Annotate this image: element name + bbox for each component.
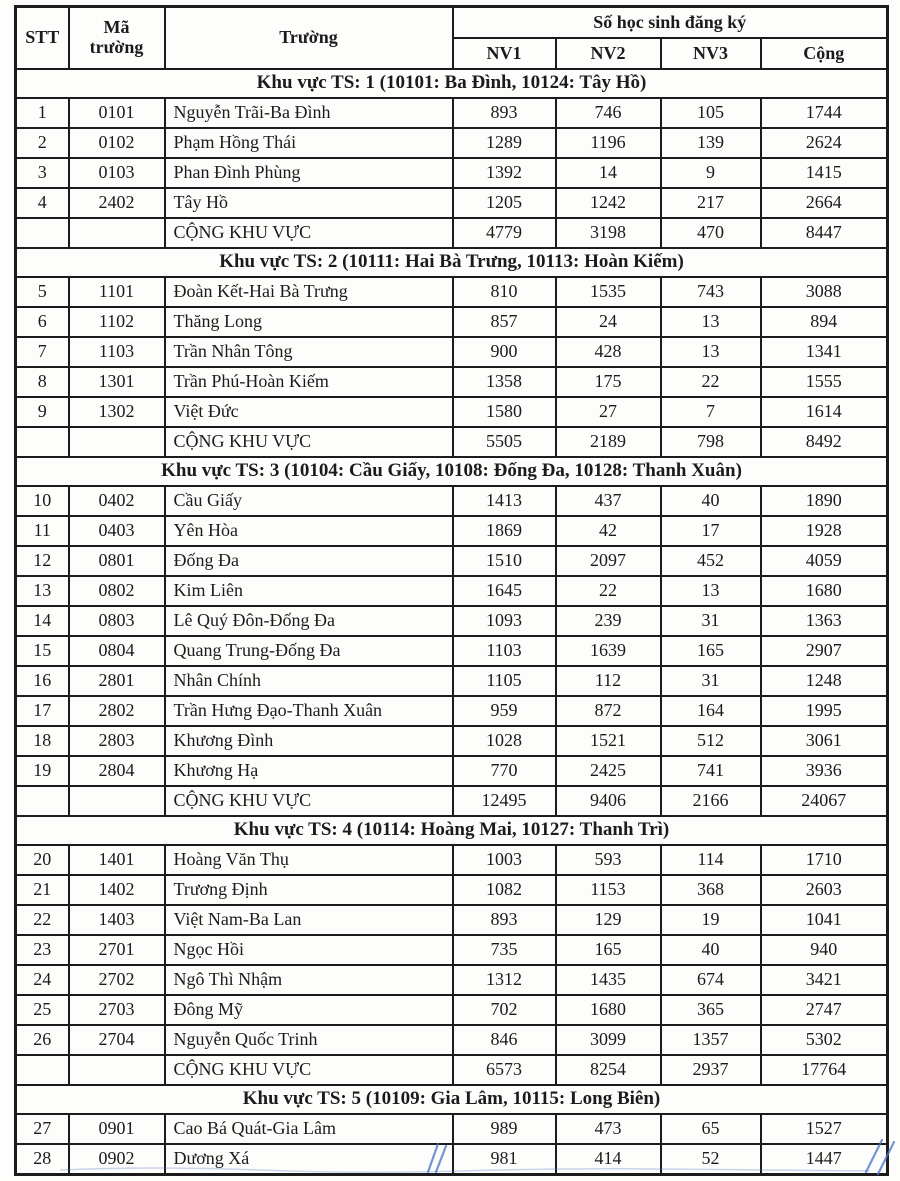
cell-stt: 5 bbox=[16, 277, 69, 307]
cell-school-code: 0901 bbox=[69, 1114, 165, 1144]
cell-nv3: 9 bbox=[661, 158, 761, 188]
cell-cong: 1928 bbox=[761, 516, 888, 546]
cell-school-name: Trần Hưng Đạo-Thanh Xuân bbox=[165, 696, 453, 726]
cell-nv1: 846 bbox=[453, 1025, 556, 1055]
cell-school-name: Dương Xá bbox=[165, 1144, 453, 1175]
cell-nv2: 1196 bbox=[556, 128, 661, 158]
cell-stt: 17 bbox=[16, 696, 69, 726]
cell-cong: 2747 bbox=[761, 995, 888, 1025]
cell-stt: 27 bbox=[16, 1114, 69, 1144]
cell-stt: 12 bbox=[16, 546, 69, 576]
cell-school-code: 1403 bbox=[69, 905, 165, 935]
section-header-row bbox=[16, 248, 888, 277]
cell-nv1: 1312 bbox=[453, 965, 556, 995]
cell-nv1: 1105 bbox=[453, 666, 556, 696]
cell-cong: 1527 bbox=[761, 1114, 888, 1144]
table-row bbox=[16, 1025, 888, 1055]
cell-nv2: 428 bbox=[556, 337, 661, 367]
header-row-top bbox=[16, 7, 888, 39]
cell-stt-empty bbox=[16, 786, 69, 816]
cell-school-code: 2703 bbox=[69, 995, 165, 1025]
col-header-stt: STT bbox=[16, 7, 69, 70]
cell-nv1: 1358 bbox=[453, 367, 556, 397]
cell-nv3: 114 bbox=[661, 845, 761, 875]
table-row bbox=[16, 128, 888, 158]
cell-nv3: 13 bbox=[661, 307, 761, 337]
cell-total-label: CỘNG KHU VỰC bbox=[165, 218, 453, 248]
cell-nv2: 3099 bbox=[556, 1025, 661, 1055]
cell-total-nv3: 798 bbox=[661, 427, 761, 457]
cell-nv2: 593 bbox=[556, 845, 661, 875]
cell-nv2: 129 bbox=[556, 905, 661, 935]
cell-stt: 14 bbox=[16, 606, 69, 636]
cell-stt: 26 bbox=[16, 1025, 69, 1055]
cell-nv2: 27 bbox=[556, 397, 661, 427]
cell-total-nv1: 5505 bbox=[453, 427, 556, 457]
cell-school-name: Đông Mỹ bbox=[165, 995, 453, 1025]
cell-school-code: 2704 bbox=[69, 1025, 165, 1055]
cell-code-empty bbox=[69, 786, 165, 816]
cell-cong: 1614 bbox=[761, 397, 888, 427]
cell-total-cong: 8492 bbox=[761, 427, 888, 457]
cell-nv1: 1869 bbox=[453, 516, 556, 546]
cell-nv2: 872 bbox=[556, 696, 661, 726]
region-total-row bbox=[16, 218, 888, 248]
cell-school-name: Nguyễn Trãi-Ba Đình bbox=[165, 98, 453, 128]
cell-nv3: 17 bbox=[661, 516, 761, 546]
cell-school-name: Trần Nhân Tông bbox=[165, 337, 453, 367]
cell-stt: 2 bbox=[16, 128, 69, 158]
cell-school-name: Đống Đa bbox=[165, 546, 453, 576]
cell-nv1: 1093 bbox=[453, 606, 556, 636]
cell-total-nv2: 9406 bbox=[556, 786, 661, 816]
table-row bbox=[16, 1144, 888, 1175]
table-body bbox=[16, 69, 888, 1175]
cell-nv1: 1205 bbox=[453, 188, 556, 218]
cell-school-code: 2803 bbox=[69, 726, 165, 756]
cell-total-nv3: 470 bbox=[661, 218, 761, 248]
registration-table bbox=[14, 5, 889, 1176]
section-title: Khu vực TS: 2 (10111: Hai Bà Trưng, 10113: Hoàn Kiếm) bbox=[16, 248, 888, 277]
cell-nv2: 1535 bbox=[556, 277, 661, 307]
table-header bbox=[16, 7, 888, 70]
cell-school-name: Cao Bá Quát-Gia Lâm bbox=[165, 1114, 453, 1144]
col-header-group: Số học sinh đăng ký bbox=[453, 7, 888, 39]
cell-stt: 22 bbox=[16, 905, 69, 935]
cell-school-name: Phạm Hồng Thái bbox=[165, 128, 453, 158]
col-header-ma-truong: Mã trường bbox=[69, 7, 165, 70]
table-row bbox=[16, 726, 888, 756]
table-row bbox=[16, 756, 888, 786]
cell-school-name: Yên Hòa bbox=[165, 516, 453, 546]
section-header-row bbox=[16, 1085, 888, 1114]
cell-nv2: 2425 bbox=[556, 756, 661, 786]
cell-cong: 1710 bbox=[761, 845, 888, 875]
cell-stt-empty bbox=[16, 1055, 69, 1085]
cell-cong: 1744 bbox=[761, 98, 888, 128]
cell-nv2: 1435 bbox=[556, 965, 661, 995]
cell-cong: 1555 bbox=[761, 367, 888, 397]
cell-total-label: CỘNG KHU VỰC bbox=[165, 1055, 453, 1085]
cell-nv2: 1242 bbox=[556, 188, 661, 218]
table-row bbox=[16, 666, 888, 696]
cell-nv3: 674 bbox=[661, 965, 761, 995]
cell-nv3: 19 bbox=[661, 905, 761, 935]
table-row bbox=[16, 516, 888, 546]
cell-total-nv3: 2937 bbox=[661, 1055, 761, 1085]
cell-nv3: 368 bbox=[661, 875, 761, 905]
cell-cong: 1447 bbox=[761, 1144, 888, 1175]
table-row bbox=[16, 995, 888, 1025]
cell-nv1: 1103 bbox=[453, 636, 556, 666]
cell-school-name: Nguyễn Quốc Trinh bbox=[165, 1025, 453, 1055]
cell-cong: 3061 bbox=[761, 726, 888, 756]
cell-school-code: 0801 bbox=[69, 546, 165, 576]
cell-cong: 2603 bbox=[761, 875, 888, 905]
cell-school-name: Thăng Long bbox=[165, 307, 453, 337]
cell-nv1: 1082 bbox=[453, 875, 556, 905]
cell-cong: 1415 bbox=[761, 158, 888, 188]
cell-nv3: 365 bbox=[661, 995, 761, 1025]
table-row bbox=[16, 576, 888, 606]
cell-school-code: 0804 bbox=[69, 636, 165, 666]
cell-school-code: 2801 bbox=[69, 666, 165, 696]
cell-cong: 3421 bbox=[761, 965, 888, 995]
cell-nv1: 900 bbox=[453, 337, 556, 367]
section-title: Khu vực TS: 4 (10114: Hoàng Mai, 10127: Thanh Trì) bbox=[16, 816, 888, 845]
cell-school-code: 1302 bbox=[69, 397, 165, 427]
cell-cong: 1363 bbox=[761, 606, 888, 636]
cell-stt: 3 bbox=[16, 158, 69, 188]
cell-cong: 4059 bbox=[761, 546, 888, 576]
cell-nv3: 31 bbox=[661, 606, 761, 636]
cell-stt: 9 bbox=[16, 397, 69, 427]
cell-nv3: 217 bbox=[661, 188, 761, 218]
cell-school-code: 1301 bbox=[69, 367, 165, 397]
cell-nv3: 512 bbox=[661, 726, 761, 756]
cell-stt: 4 bbox=[16, 188, 69, 218]
cell-nv3: 31 bbox=[661, 666, 761, 696]
cell-school-code: 1402 bbox=[69, 875, 165, 905]
cell-school-code: 2402 bbox=[69, 188, 165, 218]
cell-school-code: 2804 bbox=[69, 756, 165, 786]
cell-cong: 940 bbox=[761, 935, 888, 965]
table-row bbox=[16, 935, 888, 965]
cell-stt: 7 bbox=[16, 337, 69, 367]
cell-nv3: 7 bbox=[661, 397, 761, 427]
table-row bbox=[16, 98, 888, 128]
region-total-row bbox=[16, 427, 888, 457]
cell-nv2: 473 bbox=[556, 1114, 661, 1144]
cell-nv1: 1392 bbox=[453, 158, 556, 188]
cell-cong: 3088 bbox=[761, 277, 888, 307]
cell-nv2: 22 bbox=[556, 576, 661, 606]
cell-nv1: 1003 bbox=[453, 845, 556, 875]
table-row bbox=[16, 696, 888, 726]
col-header-nv2: NV2 bbox=[556, 38, 661, 69]
cell-school-name: Việt Đức bbox=[165, 397, 453, 427]
cell-cong: 3936 bbox=[761, 756, 888, 786]
cell-cong: 1341 bbox=[761, 337, 888, 367]
cell-nv2: 437 bbox=[556, 486, 661, 516]
cell-nv1: 1028 bbox=[453, 726, 556, 756]
cell-school-name: Khương Đình bbox=[165, 726, 453, 756]
table-row bbox=[16, 875, 888, 905]
cell-stt: 23 bbox=[16, 935, 69, 965]
cell-school-name: Quang Trung-Đống Đa bbox=[165, 636, 453, 666]
table-row bbox=[16, 546, 888, 576]
cell-school-name: Trần Phú-Hoàn Kiếm bbox=[165, 367, 453, 397]
cell-school-name: Nhân Chính bbox=[165, 666, 453, 696]
cell-school-name: Tây Hồ bbox=[165, 188, 453, 218]
cell-school-code: 1101 bbox=[69, 277, 165, 307]
cell-school-code: 2802 bbox=[69, 696, 165, 726]
cell-school-code: 0101 bbox=[69, 98, 165, 128]
cell-total-label: CỘNG KHU VỰC bbox=[165, 786, 453, 816]
cell-nv3: 139 bbox=[661, 128, 761, 158]
cell-stt-empty bbox=[16, 218, 69, 248]
cell-stt: 11 bbox=[16, 516, 69, 546]
col-header-cong: Cộng bbox=[761, 38, 888, 69]
cell-school-code: 1401 bbox=[69, 845, 165, 875]
cell-nv1: 1510 bbox=[453, 546, 556, 576]
cell-code-empty bbox=[69, 1055, 165, 1085]
cell-nv3: 164 bbox=[661, 696, 761, 726]
cell-total-cong: 8447 bbox=[761, 218, 888, 248]
cell-school-name: Cầu Giấy bbox=[165, 486, 453, 516]
col-header-nv1: NV1 bbox=[453, 38, 556, 69]
table-row bbox=[16, 397, 888, 427]
cell-total-nv1: 4779 bbox=[453, 218, 556, 248]
section-title: Khu vực TS: 3 (10104: Cầu Giấy, 10108: Đống Đa, 10128: Thanh Xuân) bbox=[16, 457, 888, 486]
cell-nv1: 893 bbox=[453, 905, 556, 935]
cell-nv2: 2097 bbox=[556, 546, 661, 576]
cell-nv3: 105 bbox=[661, 98, 761, 128]
cell-nv2: 175 bbox=[556, 367, 661, 397]
cell-nv2: 165 bbox=[556, 935, 661, 965]
cell-cong: 2907 bbox=[761, 636, 888, 666]
cell-stt: 25 bbox=[16, 995, 69, 1025]
cell-nv2: 1153 bbox=[556, 875, 661, 905]
cell-school-name: Hoàng Văn Thụ bbox=[165, 845, 453, 875]
cell-nv3: 13 bbox=[661, 337, 761, 367]
cell-school-name: Phan Đình Phùng bbox=[165, 158, 453, 188]
cell-total-label: CỘNG KHU VỰC bbox=[165, 427, 453, 457]
cell-stt: 8 bbox=[16, 367, 69, 397]
section-header-row bbox=[16, 816, 888, 845]
cell-nv1: 1413 bbox=[453, 486, 556, 516]
cell-nv1: 702 bbox=[453, 995, 556, 1025]
cell-school-code: 0102 bbox=[69, 128, 165, 158]
cell-school-name: Việt Nam-Ba Lan bbox=[165, 905, 453, 935]
cell-nv1: 810 bbox=[453, 277, 556, 307]
cell-nv3: 165 bbox=[661, 636, 761, 666]
cell-nv2: 42 bbox=[556, 516, 661, 546]
cell-school-code: 2702 bbox=[69, 965, 165, 995]
table-row bbox=[16, 367, 888, 397]
cell-nv1: 1289 bbox=[453, 128, 556, 158]
col-header-nv3: NV3 bbox=[661, 38, 761, 69]
cell-code-empty bbox=[69, 218, 165, 248]
cell-stt: 19 bbox=[16, 756, 69, 786]
cell-school-code: 1102 bbox=[69, 307, 165, 337]
region-total-row bbox=[16, 1055, 888, 1085]
cell-nv3: 743 bbox=[661, 277, 761, 307]
table-row bbox=[16, 188, 888, 218]
cell-nv2: 746 bbox=[556, 98, 661, 128]
cell-nv3: 1357 bbox=[661, 1025, 761, 1055]
table-row bbox=[16, 158, 888, 188]
cell-cong: 1680 bbox=[761, 576, 888, 606]
table-row bbox=[16, 277, 888, 307]
col-header-truong: Trường bbox=[165, 7, 453, 70]
cell-stt: 1 bbox=[16, 98, 69, 128]
table-row bbox=[16, 486, 888, 516]
cell-nv1: 857 bbox=[453, 307, 556, 337]
cell-school-code: 0402 bbox=[69, 486, 165, 516]
cell-nv2: 414 bbox=[556, 1144, 661, 1175]
cell-school-name: Đoàn Kết-Hai Bà Trưng bbox=[165, 277, 453, 307]
cell-nv3: 452 bbox=[661, 546, 761, 576]
cell-nv1: 989 bbox=[453, 1114, 556, 1144]
cell-nv1: 893 bbox=[453, 98, 556, 128]
cell-nv1: 1580 bbox=[453, 397, 556, 427]
cell-school-code: 0802 bbox=[69, 576, 165, 606]
cell-stt: 10 bbox=[16, 486, 69, 516]
cell-stt: 16 bbox=[16, 666, 69, 696]
cell-total-nv3: 2166 bbox=[661, 786, 761, 816]
table-row bbox=[16, 1114, 888, 1144]
cell-stt: 13 bbox=[16, 576, 69, 606]
cell-school-code: 0403 bbox=[69, 516, 165, 546]
cell-cong: 1041 bbox=[761, 905, 888, 935]
cell-nv3: 40 bbox=[661, 486, 761, 516]
table-row bbox=[16, 845, 888, 875]
section-title: Khu vực TS: 1 (10101: Ba Đình, 10124: Tây Hồ) bbox=[16, 69, 888, 98]
table-row bbox=[16, 636, 888, 666]
cell-cong: 1995 bbox=[761, 696, 888, 726]
table-row bbox=[16, 307, 888, 337]
cell-total-cong: 24067 bbox=[761, 786, 888, 816]
cell-stt: 18 bbox=[16, 726, 69, 756]
cell-nv3: 52 bbox=[661, 1144, 761, 1175]
cell-school-name: Lê Quý Đôn-Đống Đa bbox=[165, 606, 453, 636]
cell-cong: 1890 bbox=[761, 486, 888, 516]
table-row bbox=[16, 337, 888, 367]
cell-total-cong: 17764 bbox=[761, 1055, 888, 1085]
cell-total-nv1: 12495 bbox=[453, 786, 556, 816]
cell-cong: 2624 bbox=[761, 128, 888, 158]
cell-nv2: 1639 bbox=[556, 636, 661, 666]
cell-school-code: 2701 bbox=[69, 935, 165, 965]
cell-stt: 28 bbox=[16, 1144, 69, 1175]
cell-total-nv2: 8254 bbox=[556, 1055, 661, 1085]
cell-school-name: Ngọc Hồi bbox=[165, 935, 453, 965]
cell-school-name: Khương Hạ bbox=[165, 756, 453, 786]
cell-code-empty bbox=[69, 427, 165, 457]
table-row bbox=[16, 606, 888, 636]
cell-nv3: 22 bbox=[661, 367, 761, 397]
cell-school-name: Kim Liên bbox=[165, 576, 453, 606]
section-title: Khu vực TS: 5 (10109: Gia Lâm, 10115: Long Biên) bbox=[16, 1085, 888, 1114]
cell-school-code: 0902 bbox=[69, 1144, 165, 1175]
cell-nv1: 981 bbox=[453, 1144, 556, 1175]
cell-nv2: 239 bbox=[556, 606, 661, 636]
cell-cong: 894 bbox=[761, 307, 888, 337]
cell-stt: 24 bbox=[16, 965, 69, 995]
cell-nv1: 735 bbox=[453, 935, 556, 965]
cell-stt: 6 bbox=[16, 307, 69, 337]
section-header-row bbox=[16, 69, 888, 98]
cell-stt: 15 bbox=[16, 636, 69, 666]
cell-stt-empty bbox=[16, 427, 69, 457]
cell-stt: 20 bbox=[16, 845, 69, 875]
cell-nv2: 112 bbox=[556, 666, 661, 696]
cell-nv3: 65 bbox=[661, 1114, 761, 1144]
cell-school-code: 0803 bbox=[69, 606, 165, 636]
table-row bbox=[16, 965, 888, 995]
cell-school-name: Trương Định bbox=[165, 875, 453, 905]
cell-nv1: 1645 bbox=[453, 576, 556, 606]
cell-total-nv2: 2189 bbox=[556, 427, 661, 457]
cell-nv2: 14 bbox=[556, 158, 661, 188]
cell-nv1: 959 bbox=[453, 696, 556, 726]
cell-school-name: Ngô Thì Nhậm bbox=[165, 965, 453, 995]
section-header-row bbox=[16, 457, 888, 486]
cell-nv2: 24 bbox=[556, 307, 661, 337]
cell-nv3: 13 bbox=[661, 576, 761, 606]
table-row bbox=[16, 905, 888, 935]
cell-total-nv1: 6573 bbox=[453, 1055, 556, 1085]
cell-cong: 2664 bbox=[761, 188, 888, 218]
cell-cong: 5302 bbox=[761, 1025, 888, 1055]
cell-nv2: 1521 bbox=[556, 726, 661, 756]
cell-stt: 21 bbox=[16, 875, 69, 905]
cell-total-nv2: 3198 bbox=[556, 218, 661, 248]
cell-nv3: 741 bbox=[661, 756, 761, 786]
cell-nv1: 770 bbox=[453, 756, 556, 786]
cell-nv2: 1680 bbox=[556, 995, 661, 1025]
cell-school-code: 1103 bbox=[69, 337, 165, 367]
cell-school-code: 0103 bbox=[69, 158, 165, 188]
cell-cong: 1248 bbox=[761, 666, 888, 696]
region-total-row bbox=[16, 786, 888, 816]
cell-nv3: 40 bbox=[661, 935, 761, 965]
